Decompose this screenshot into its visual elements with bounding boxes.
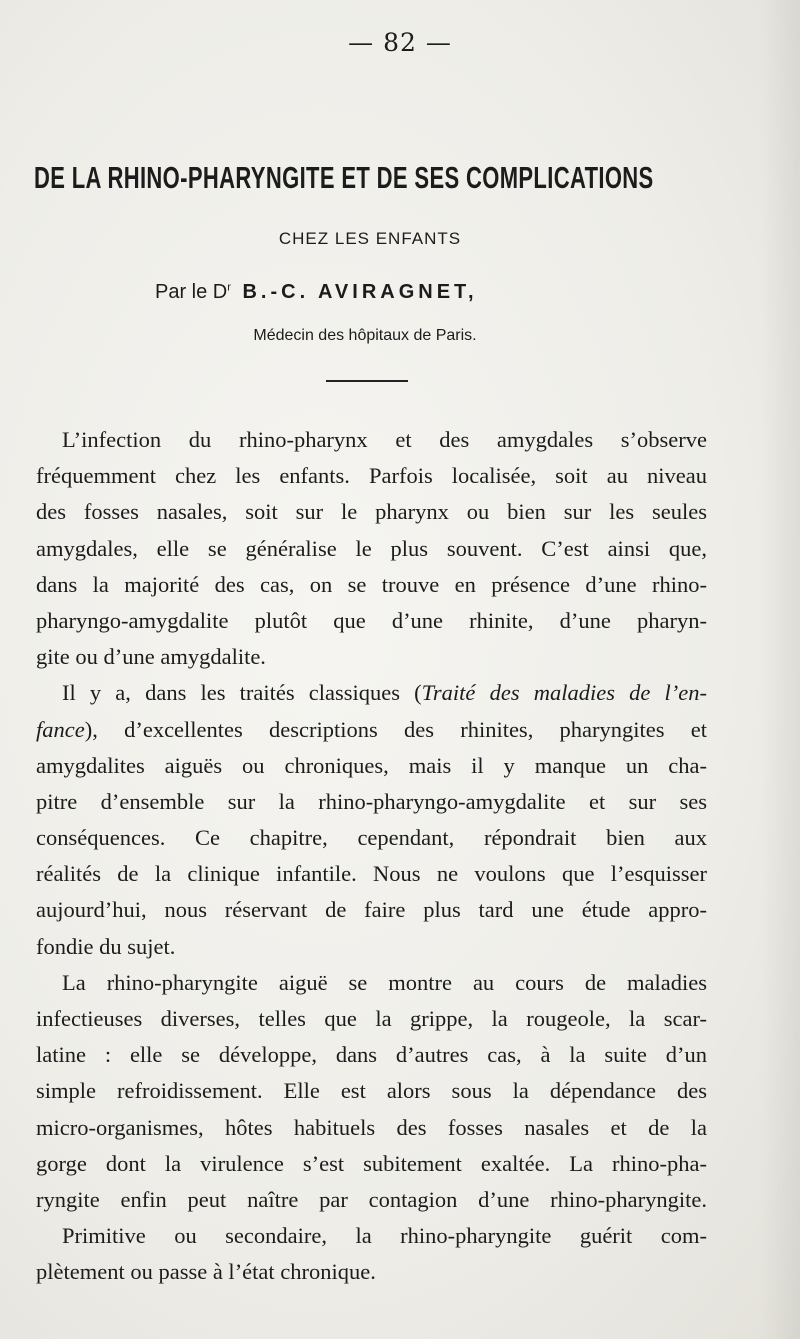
text-line: fréquemment chez les enfants. Parfois localisée, soit au niveau: [36, 463, 707, 489]
text-line: fance), d’excellentes descriptions des rhinites, pharyngites et: [36, 716, 707, 742]
text-line: dans la majorité des cas, on se trouve en présence d’une rhino-: [36, 571, 707, 597]
text-line: réalités de la clinique infantile. Nous ne voulons que l’esquisser: [36, 861, 707, 887]
text-line: des fosses nasales, soit sur le pharynx ou bien sur les seules: [36, 499, 707, 525]
text-line: plètement ou passe à l’état chronique.: [36, 1259, 376, 1285]
text-line: Primitive ou secondaire, la rhino-pharyngite guérit com-: [62, 1223, 707, 1249]
text-line: Il y a, dans les traités classiques (Traité des maladies de l’en-: [62, 680, 708, 706]
text-line: amygdalites aiguës ou chroniques, mais il y manque un cha-: [36, 752, 707, 778]
text-line: latine : elle se développe, dans d’autres cas, à la suite d’un: [36, 1042, 707, 1068]
text-line: La rhino-pharyngite aiguë se montre au cours de maladies: [62, 969, 707, 995]
text-line: infectieuses diverses, telles que la grippe, la rougeole, la scar-: [36, 1006, 707, 1031]
article-subtitle: CHEZ LES ENFANTS: [278, 229, 462, 248]
text-line: pitre d’ensemble sur la rhino-pharyngo-amygdalite et sur ses: [36, 788, 707, 814]
page-number: — 82 —: [348, 28, 452, 57]
text-line: pharyngo-amygdalite plutôt que d’une rhinite, d’une pharyn-: [36, 607, 707, 633]
text-line: conséquences. Ce chapitre, cependant, répondrait bien aux: [36, 825, 707, 851]
text-line: gite ou d’une amygdalite.: [36, 644, 266, 670]
text-line: L’infection du rhino-pharynx et des amygdales s’observe: [62, 427, 707, 452]
author-name: B.-C. AVIRAGNET,: [242, 281, 478, 303]
text-line: aujourd’hui, nous réservant de faire plus tard une étude appro-: [36, 897, 707, 923]
text-line: amygdales, elle se généralise le plus souvent. C’est ainsi que,: [36, 535, 707, 561]
text-line: fondie du sujet.: [36, 933, 176, 959]
separator-rule: [326, 380, 408, 382]
text-line: micro-organismes, hôtes habituels des fosses nasales et de la: [36, 1114, 707, 1140]
author-affiliation: Médecin des hôpitaux de Paris.: [253, 327, 477, 344]
article-title: DE LA RHINO-PHARYNGITE ET DE SES COMPLICATIONS: [34, 160, 654, 195]
page-edge-shadow: [760, 0, 800, 1339]
byline-sup: r: [227, 281, 231, 294]
text-line: simple refroidissement. Elle est alors sous la dépendance des: [36, 1078, 707, 1104]
text-line: gorge dont la virulence s’est subitement exaltée. La rhino-pha-: [36, 1150, 707, 1176]
text-line: ryngite enfin peut naître par contagion d’une rhino-pharyngite.: [36, 1186, 707, 1212]
article-body: [36, 422, 707, 1291]
byline-prefix: Par le D: [155, 281, 228, 303]
byline: [155, 281, 755, 304]
